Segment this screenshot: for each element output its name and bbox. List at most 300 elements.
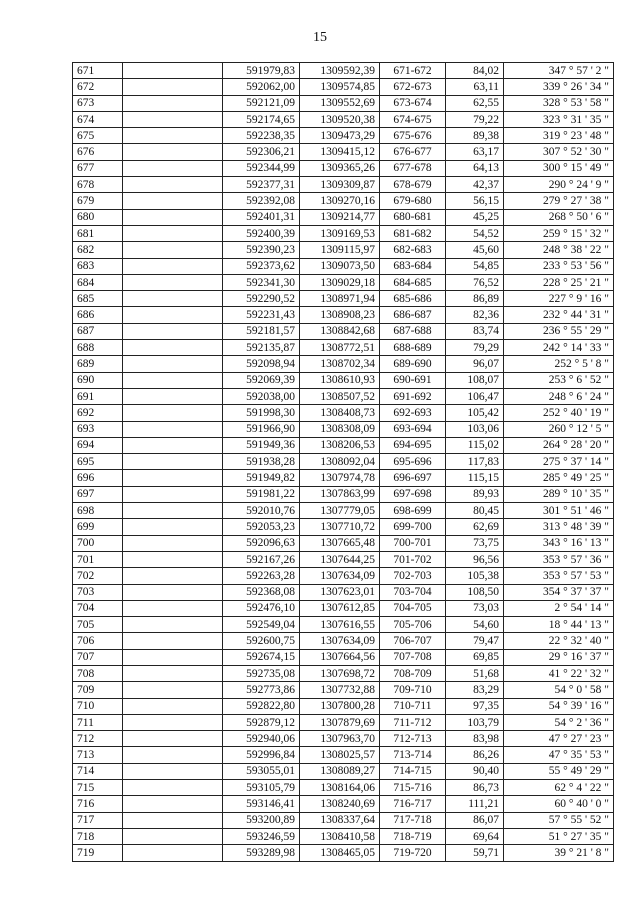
blank-cell <box>123 372 223 388</box>
point-number-cell: 710 <box>73 698 123 714</box>
distance-cell: 79,22 <box>446 111 504 127</box>
segment-cell: 688-689 <box>380 340 446 356</box>
x-coordinate-cell: 593289,98 <box>223 845 300 861</box>
point-number-cell: 717 <box>73 812 123 828</box>
page-number: 15 <box>313 30 327 45</box>
segment-cell: 673-674 <box>380 95 446 111</box>
point-number-cell: 687 <box>73 323 123 339</box>
x-coordinate-cell: 593246,59 <box>223 828 300 844</box>
segment-cell: 689-690 <box>380 356 446 372</box>
table-row <box>73 796 614 812</box>
y-coordinate-cell: 1309365,26 <box>300 160 380 176</box>
table-row <box>73 551 614 567</box>
blank-cell <box>123 747 223 763</box>
segment-cell: 711-712 <box>380 714 446 730</box>
blank-cell <box>123 63 223 79</box>
y-coordinate-cell: 1307732,88 <box>300 682 380 698</box>
segment-cell: 716-717 <box>380 796 446 812</box>
segment-cell: 718-719 <box>380 828 446 844</box>
blank-cell <box>123 144 223 160</box>
distance-cell: 62,55 <box>446 95 504 111</box>
distance-cell: 80,45 <box>446 503 504 519</box>
segment-cell: 683-684 <box>380 258 446 274</box>
point-number-cell: 706 <box>73 633 123 649</box>
blank-cell <box>123 519 223 535</box>
y-coordinate-cell: 1307879,69 <box>300 714 380 730</box>
blank-cell <box>123 225 223 241</box>
direction-angle-cell: 289 ° 10 ' 35 " <box>504 486 614 502</box>
point-number-cell: 715 <box>73 780 123 796</box>
point-number-cell: 695 <box>73 454 123 470</box>
x-coordinate-cell: 592038,00 <box>223 388 300 404</box>
y-coordinate-cell: 1309574,85 <box>300 79 380 95</box>
direction-angle-cell: 62 ° 4 ' 22 " <box>504 780 614 796</box>
segment-cell: 684-685 <box>380 274 446 290</box>
point-number-cell: 713 <box>73 747 123 763</box>
point-number-cell: 678 <box>73 177 123 193</box>
blank-cell <box>123 535 223 551</box>
y-coordinate-cell: 1308025,57 <box>300 747 380 763</box>
table-row <box>73 600 614 616</box>
direction-angle-cell: 285 ° 49 ' 25 " <box>504 470 614 486</box>
distance-cell: 54,52 <box>446 225 504 241</box>
y-coordinate-cell: 1307800,28 <box>300 698 380 714</box>
direction-angle-cell: 47 ° 35 ' 53 " <box>504 747 614 763</box>
blank-cell <box>123 845 223 861</box>
x-coordinate-cell: 592735,08 <box>223 665 300 681</box>
direction-angle-cell: 301 ° 51 ' 46 " <box>504 503 614 519</box>
x-coordinate-cell: 591966,90 <box>223 421 300 437</box>
segment-cell: 690-691 <box>380 372 446 388</box>
distance-cell: 56,15 <box>446 193 504 209</box>
segment-cell: 705-706 <box>380 617 446 633</box>
x-coordinate-cell: 591998,30 <box>223 405 300 421</box>
x-coordinate-cell: 592549,04 <box>223 617 300 633</box>
blank-cell <box>123 274 223 290</box>
direction-angle-cell: 290 ° 24 ' 9 " <box>504 177 614 193</box>
table-row <box>73 437 614 453</box>
y-coordinate-cell: 1309270,16 <box>300 193 380 209</box>
y-coordinate-cell: 1307634,09 <box>300 633 380 649</box>
direction-angle-cell: 323 ° 31 ' 35 " <box>504 111 614 127</box>
distance-cell: 73,03 <box>446 600 504 616</box>
segment-cell: 706-707 <box>380 633 446 649</box>
y-coordinate-cell: 1307779,05 <box>300 503 380 519</box>
table-row <box>73 665 614 681</box>
x-coordinate-cell: 592400,39 <box>223 225 300 241</box>
point-number-cell: 688 <box>73 340 123 356</box>
x-coordinate-cell: 592069,39 <box>223 372 300 388</box>
blank-cell <box>123 486 223 502</box>
distance-cell: 69,85 <box>446 649 504 665</box>
segment-cell: 703-704 <box>380 584 446 600</box>
distance-cell: 105,38 <box>446 568 504 584</box>
segment-cell: 680-681 <box>380 209 446 225</box>
segment-cell: 694-695 <box>380 437 446 453</box>
table-row <box>73 698 614 714</box>
table-row <box>73 519 614 535</box>
table-row <box>73 503 614 519</box>
table-row <box>73 682 614 698</box>
direction-angle-cell: 339 ° 26 ' 34 " <box>504 79 614 95</box>
segment-cell: 696-697 <box>380 470 446 486</box>
direction-angle-cell: 41 ° 22 ' 32 " <box>504 665 614 681</box>
table-row <box>73 812 614 828</box>
blank-cell <box>123 503 223 519</box>
direction-angle-cell: 233 ° 53 ' 56 " <box>504 258 614 274</box>
table-row <box>73 144 614 160</box>
direction-angle-cell: 319 ° 23 ' 48 " <box>504 128 614 144</box>
point-number-cell: 698 <box>73 503 123 519</box>
segment-cell: 708-709 <box>380 665 446 681</box>
distance-cell: 45,25 <box>446 209 504 225</box>
y-coordinate-cell: 1307710,72 <box>300 519 380 535</box>
blank-cell <box>123 160 223 176</box>
direction-angle-cell: 347 ° 57 ' 2 " <box>504 63 614 79</box>
x-coordinate-cell: 593055,01 <box>223 763 300 779</box>
y-coordinate-cell: 1307963,70 <box>300 731 380 747</box>
x-coordinate-cell: 592135,87 <box>223 340 300 356</box>
segment-cell: 676-677 <box>380 144 446 160</box>
table-row <box>73 63 614 79</box>
y-coordinate-cell: 1309415,12 <box>300 144 380 160</box>
y-coordinate-cell: 1309520,38 <box>300 111 380 127</box>
direction-angle-cell: 248 ° 38 ' 22 " <box>504 242 614 258</box>
direction-angle-cell: 353 ° 57 ' 36 " <box>504 551 614 567</box>
table-row <box>73 111 614 127</box>
point-number-cell: 679 <box>73 193 123 209</box>
y-coordinate-cell: 1308408,73 <box>300 405 380 421</box>
y-coordinate-cell: 1308908,23 <box>300 307 380 323</box>
table-row <box>73 470 614 486</box>
distance-cell: 83,98 <box>446 731 504 747</box>
segment-cell: 697-698 <box>380 486 446 502</box>
x-coordinate-cell: 593105,79 <box>223 780 300 796</box>
x-coordinate-cell: 592476,10 <box>223 600 300 616</box>
point-number-cell: 716 <box>73 796 123 812</box>
segment-cell: 679-680 <box>380 193 446 209</box>
blank-cell <box>123 617 223 633</box>
point-number-cell: 671 <box>73 63 123 79</box>
segment-cell: 677-678 <box>380 160 446 176</box>
blank-cell <box>123 307 223 323</box>
y-coordinate-cell: 1309214,77 <box>300 209 380 225</box>
point-number-cell: 696 <box>73 470 123 486</box>
distance-cell: 63,11 <box>446 79 504 95</box>
direction-angle-cell: 313 ° 48 ' 39 " <box>504 519 614 535</box>
distance-cell: 86,73 <box>446 780 504 796</box>
distance-cell: 103,79 <box>446 714 504 730</box>
point-number-cell: 697 <box>73 486 123 502</box>
y-coordinate-cell: 1308507,52 <box>300 388 380 404</box>
point-number-cell: 691 <box>73 388 123 404</box>
distance-cell: 86,89 <box>446 291 504 307</box>
table-row <box>73 568 614 584</box>
point-number-cell: 711 <box>73 714 123 730</box>
x-coordinate-cell: 592368,08 <box>223 584 300 600</box>
x-coordinate-cell: 592306,21 <box>223 144 300 160</box>
blank-cell <box>123 258 223 274</box>
point-number-cell: 682 <box>73 242 123 258</box>
direction-angle-cell: 51 ° 27 ' 35 " <box>504 828 614 844</box>
segment-cell: 674-675 <box>380 111 446 127</box>
segment-cell: 713-714 <box>380 747 446 763</box>
blank-cell <box>123 388 223 404</box>
x-coordinate-cell: 592263,28 <box>223 568 300 584</box>
table-row <box>73 209 614 225</box>
x-coordinate-cell: 592290,52 <box>223 291 300 307</box>
y-coordinate-cell: 1307634,09 <box>300 568 380 584</box>
y-coordinate-cell: 1308610,93 <box>300 372 380 388</box>
blank-cell <box>123 209 223 225</box>
y-coordinate-cell: 1307863,99 <box>300 486 380 502</box>
direction-angle-cell: 252 ° 5 ' 8 " <box>504 356 614 372</box>
table-row <box>73 780 614 796</box>
point-number-cell: 712 <box>73 731 123 747</box>
distance-cell: 63,17 <box>446 144 504 160</box>
blank-cell <box>123 568 223 584</box>
distance-cell: 79,29 <box>446 340 504 356</box>
table-row <box>73 747 614 763</box>
point-number-cell: 714 <box>73 763 123 779</box>
x-coordinate-cell: 592341,30 <box>223 274 300 290</box>
x-coordinate-cell: 592879,12 <box>223 714 300 730</box>
x-coordinate-cell: 591949,36 <box>223 437 300 453</box>
direction-angle-cell: 353 ° 57 ' 53 " <box>504 568 614 584</box>
point-number-cell: 694 <box>73 437 123 453</box>
distance-cell: 54,60 <box>446 617 504 633</box>
y-coordinate-cell: 1308410,58 <box>300 828 380 844</box>
x-coordinate-cell: 592174,65 <box>223 111 300 127</box>
distance-cell: 117,83 <box>446 454 504 470</box>
point-number-cell: 680 <box>73 209 123 225</box>
point-number-cell: 693 <box>73 421 123 437</box>
direction-angle-cell: 54 ° 2 ' 36 " <box>504 714 614 730</box>
segment-cell: 693-694 <box>380 421 446 437</box>
table-body <box>73 63 614 862</box>
distance-cell: 108,07 <box>446 372 504 388</box>
point-number-cell: 708 <box>73 665 123 681</box>
point-number-cell: 689 <box>73 356 123 372</box>
x-coordinate-cell: 592167,26 <box>223 551 300 567</box>
distance-cell: 89,93 <box>446 486 504 502</box>
direction-angle-cell: 232 ° 44 ' 31 " <box>504 307 614 323</box>
segment-cell: 719-720 <box>380 845 446 861</box>
distance-cell: 42,37 <box>446 177 504 193</box>
point-number-cell: 705 <box>73 617 123 633</box>
distance-cell: 105,42 <box>446 405 504 421</box>
table-row <box>73 584 614 600</box>
segment-cell: 717-718 <box>380 812 446 828</box>
segment-cell: 699-700 <box>380 519 446 535</box>
distance-cell: 76,52 <box>446 274 504 290</box>
y-coordinate-cell: 1308240,69 <box>300 796 380 812</box>
x-coordinate-cell: 591979,83 <box>223 63 300 79</box>
blank-cell <box>123 111 223 127</box>
y-coordinate-cell: 1307698,72 <box>300 665 380 681</box>
segment-cell: 714-715 <box>380 763 446 779</box>
point-number-cell: 672 <box>73 79 123 95</box>
y-coordinate-cell: 1308842,68 <box>300 323 380 339</box>
y-coordinate-cell: 1307616,55 <box>300 617 380 633</box>
segment-cell: 686-687 <box>380 307 446 323</box>
point-number-cell: 684 <box>73 274 123 290</box>
table-row <box>73 421 614 437</box>
x-coordinate-cell: 592773,86 <box>223 682 300 698</box>
y-coordinate-cell: 1309552,69 <box>300 95 380 111</box>
distance-cell: 115,15 <box>446 470 504 486</box>
y-coordinate-cell: 1308308,09 <box>300 421 380 437</box>
coordinates-table <box>72 62 614 862</box>
blank-cell <box>123 551 223 567</box>
y-coordinate-cell: 1307644,25 <box>300 551 380 567</box>
x-coordinate-cell: 592940,06 <box>223 731 300 747</box>
table-row <box>73 828 614 844</box>
direction-angle-cell: 236 ° 55 ' 29 " <box>504 323 614 339</box>
y-coordinate-cell: 1308465,05 <box>300 845 380 861</box>
distance-cell: 86,07 <box>446 812 504 828</box>
blank-cell <box>123 193 223 209</box>
distance-cell: 82,36 <box>446 307 504 323</box>
point-number-cell: 675 <box>73 128 123 144</box>
blank-cell <box>123 356 223 372</box>
x-coordinate-cell: 592344,99 <box>223 160 300 176</box>
table-row <box>73 177 614 193</box>
table-row <box>73 323 614 339</box>
x-coordinate-cell: 592822,80 <box>223 698 300 714</box>
blank-cell <box>123 437 223 453</box>
y-coordinate-cell: 1308206,53 <box>300 437 380 453</box>
segment-cell: 709-710 <box>380 682 446 698</box>
y-coordinate-cell: 1307623,01 <box>300 584 380 600</box>
x-coordinate-cell: 593146,41 <box>223 796 300 812</box>
segment-cell: 687-688 <box>380 323 446 339</box>
distance-cell: 83,29 <box>446 682 504 698</box>
distance-cell: 111,21 <box>446 796 504 812</box>
distance-cell: 96,07 <box>446 356 504 372</box>
table-row <box>73 340 614 356</box>
point-number-cell: 681 <box>73 225 123 241</box>
segment-cell: 675-676 <box>380 128 446 144</box>
x-coordinate-cell: 592377,31 <box>223 177 300 193</box>
segment-cell: 701-702 <box>380 551 446 567</box>
blank-cell <box>123 828 223 844</box>
y-coordinate-cell: 1308971,94 <box>300 291 380 307</box>
blank-cell <box>123 470 223 486</box>
y-coordinate-cell: 1309309,87 <box>300 177 380 193</box>
blank-cell <box>123 95 223 111</box>
point-number-cell: 707 <box>73 649 123 665</box>
table-row <box>73 193 614 209</box>
table-row <box>73 128 614 144</box>
direction-angle-cell: 268 ° 50 ' 6 " <box>504 209 614 225</box>
blank-cell <box>123 128 223 144</box>
blank-cell <box>123 340 223 356</box>
y-coordinate-cell: 1308164,06 <box>300 780 380 796</box>
point-number-cell: 692 <box>73 405 123 421</box>
y-coordinate-cell: 1309073,50 <box>300 258 380 274</box>
direction-angle-cell: 47 ° 27 ' 23 " <box>504 731 614 747</box>
direction-angle-cell: 300 ° 15 ' 49 " <box>504 160 614 176</box>
segment-cell: 682-683 <box>380 242 446 258</box>
table-row <box>73 356 614 372</box>
direction-angle-cell: 55 ° 49 ' 29 " <box>504 763 614 779</box>
y-coordinate-cell: 1309029,18 <box>300 274 380 290</box>
distance-cell: 103,06 <box>446 421 504 437</box>
direction-angle-cell: 253 ° 6 ' 52 " <box>504 372 614 388</box>
y-coordinate-cell: 1309473,29 <box>300 128 380 144</box>
x-coordinate-cell: 592373,62 <box>223 258 300 274</box>
blank-cell <box>123 421 223 437</box>
point-number-cell: 674 <box>73 111 123 127</box>
distance-cell: 89,38 <box>446 128 504 144</box>
table-row <box>73 649 614 665</box>
direction-angle-cell: 343 ° 16 ' 13 " <box>504 535 614 551</box>
distance-cell: 69,64 <box>446 828 504 844</box>
blank-cell <box>123 584 223 600</box>
y-coordinate-cell: 1308092,04 <box>300 454 380 470</box>
segment-cell: 671-672 <box>380 63 446 79</box>
blank-cell <box>123 242 223 258</box>
direction-angle-cell: 39 ° 21 ' 8 " <box>504 845 614 861</box>
direction-angle-cell: 227 ° 9 ' 16 " <box>504 291 614 307</box>
direction-angle-cell: 57 ° 55 ' 52 " <box>504 812 614 828</box>
segment-cell: 698-699 <box>380 503 446 519</box>
blank-cell <box>123 177 223 193</box>
direction-angle-cell: 307 ° 52 ' 30 " <box>504 144 614 160</box>
direction-angle-cell: 228 ° 25 ' 21 " <box>504 274 614 290</box>
x-coordinate-cell: 591949,82 <box>223 470 300 486</box>
segment-cell: 672-673 <box>380 79 446 95</box>
direction-angle-cell: 259 ° 15 ' 32 " <box>504 225 614 241</box>
segment-cell: 704-705 <box>380 600 446 616</box>
x-coordinate-cell: 592053,23 <box>223 519 300 535</box>
point-number-cell: 677 <box>73 160 123 176</box>
table-row <box>73 486 614 502</box>
distance-cell: 106,47 <box>446 388 504 404</box>
x-coordinate-cell: 592238,35 <box>223 128 300 144</box>
point-number-cell: 699 <box>73 519 123 535</box>
x-coordinate-cell: 592062,00 <box>223 79 300 95</box>
distance-cell: 64,13 <box>446 160 504 176</box>
x-coordinate-cell: 592010,76 <box>223 503 300 519</box>
direction-angle-cell: 354 ° 37 ' 37 " <box>504 584 614 600</box>
segment-cell: 707-708 <box>380 649 446 665</box>
direction-angle-cell: 54 ° 0 ' 58 " <box>504 682 614 698</box>
segment-cell: 692-693 <box>380 405 446 421</box>
direction-angle-cell: 22 ° 32 ' 40 " <box>504 633 614 649</box>
distance-cell: 96,56 <box>446 551 504 567</box>
table-row <box>73 405 614 421</box>
x-coordinate-cell: 592390,23 <box>223 242 300 258</box>
blank-cell <box>123 454 223 470</box>
table-row <box>73 225 614 241</box>
table-row <box>73 242 614 258</box>
table-row <box>73 372 614 388</box>
distance-cell: 73,75 <box>446 535 504 551</box>
table-row <box>73 274 614 290</box>
table-row <box>73 160 614 176</box>
x-coordinate-cell: 591938,28 <box>223 454 300 470</box>
distance-cell: 108,50 <box>446 584 504 600</box>
point-number-cell: 718 <box>73 828 123 844</box>
blank-cell <box>123 79 223 95</box>
direction-angle-cell: 29 ° 16 ' 37 " <box>504 649 614 665</box>
distance-cell: 90,40 <box>446 763 504 779</box>
y-coordinate-cell: 1308337,64 <box>300 812 380 828</box>
point-number-cell: 702 <box>73 568 123 584</box>
table-row <box>73 617 614 633</box>
